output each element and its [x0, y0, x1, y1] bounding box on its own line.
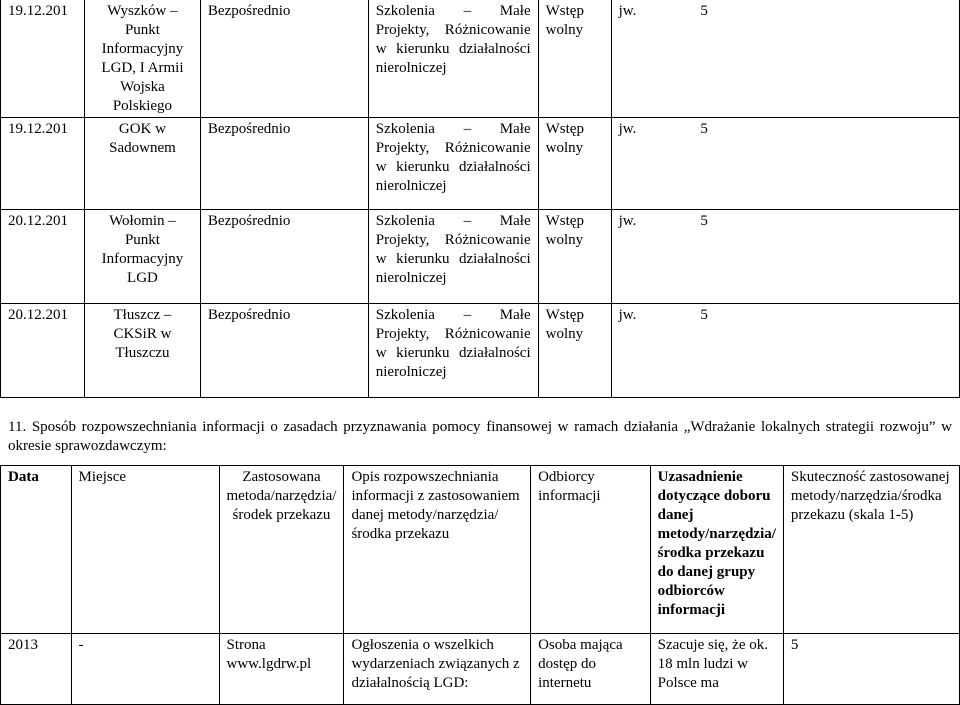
- mode-cell: Bezpośrednio: [200, 304, 368, 398]
- score-value: 5: [700, 213, 708, 229]
- score-value: 5: [700, 3, 708, 19]
- topic-cell: Szkolenia – Małe Projekty, Różnicowanie w kierunku działalności nierolniczej: [368, 304, 538, 398]
- access-cell: Wstęp wolny: [538, 118, 611, 210]
- header-method: Zastosowana metoda/narzędzia/środek przekazu: [219, 466, 344, 634]
- topic-cell: Szkolenia – Małe Projekty, Różnicowanie w kierunku działalności nierolniczej: [368, 210, 538, 304]
- row-justification: Szacuje się, że ok. 18 mln ludzi w Polsce ma: [650, 634, 783, 705]
- people-score-cell: [611, 118, 959, 210]
- people-value: jw.: [618, 307, 637, 323]
- mode-cell: Bezpośrednio: [200, 118, 368, 210]
- table-row: [1, 0, 960, 118]
- topic-cell: Szkolenia – Małe Projekty, Różnicowanie w kierunku działalności nierolniczej: [368, 0, 538, 118]
- row-recipients: Osoba mająca dostęp do internetu: [531, 634, 651, 705]
- header-row: [1, 466, 960, 634]
- table-row: [1, 210, 960, 304]
- place-cell: GOK w Sadownem: [84, 118, 200, 210]
- header-justification: Uzasadnienie dotyczące doboru danej metody/narzędzia/środka przekazu do danej grupy odbiorców informacji: [650, 466, 783, 634]
- mode-cell: Bezpośrednio: [200, 210, 368, 304]
- date-cell: 20.12.201: [1, 210, 85, 304]
- row-place: -: [71, 634, 219, 705]
- header-date: Data: [1, 466, 72, 634]
- score-value: 5: [700, 121, 708, 137]
- place-cell: Tłuszcz – CKSiR w Tłuszczu: [84, 304, 200, 398]
- people-value: jw.: [618, 213, 637, 229]
- date-cell: 19.12.201: [1, 118, 85, 210]
- date-cell: 20.12.201: [1, 304, 85, 398]
- dissemination-table: [0, 465, 960, 705]
- row-description: Ogłoszenia o wszelkich wydarzeniach związanych z działalnością LGD:: [344, 634, 531, 705]
- header-place: Miejsce: [71, 466, 219, 634]
- access-cell: Wstęp wolny: [538, 210, 611, 304]
- table-row: [1, 118, 960, 210]
- date-cell: 19.12.201: [1, 0, 85, 118]
- table-row: [1, 304, 960, 398]
- header-description: Opis rozpowszechniania informacji z zastosowaniem danej metody/narzędzia/środka przekazu: [344, 466, 531, 634]
- row-effectiveness: 5: [783, 634, 959, 705]
- header-recipients: Odbiorcy informacji: [531, 466, 651, 634]
- score-value: 5: [700, 307, 708, 323]
- place-cell: Wyszków – Punkt Informacyjny LGD, I Armii Wojska Polskiego: [84, 0, 200, 118]
- people-value: jw.: [618, 3, 637, 19]
- topic-cell: Szkolenia – Małe Projekty, Różnicowanie w kierunku działalności nierolniczej: [368, 118, 538, 210]
- place-cell: Wołomin – Punkt Informacyjny LGD: [84, 210, 200, 304]
- table-row: [1, 634, 960, 705]
- section-paragraph: 11. Sposób rozpowszechniania informacji o zasadach przyznawania pomocy finansowej w ramach działania „Wdrażanie lokalnych strategii rozwoju” w okresie sprawozdawczym:: [8, 419, 952, 454]
- access-cell: Wstęp wolny: [538, 0, 611, 118]
- people-score-cell: [611, 210, 959, 304]
- mode-cell: Bezpośrednio: [200, 0, 368, 118]
- row-method: Strona www.lgdrw.pl: [219, 634, 344, 705]
- access-cell: Wstęp wolny: [538, 304, 611, 398]
- row-date: 2013: [1, 634, 72, 705]
- people-value: jw.: [618, 121, 637, 137]
- people-score-cell: [611, 304, 959, 398]
- header-effectiveness: Skuteczność zastosowanej metody/narzędzia/środka przekazu (skala 1-5): [783, 466, 959, 634]
- people-score-cell: [611, 0, 959, 118]
